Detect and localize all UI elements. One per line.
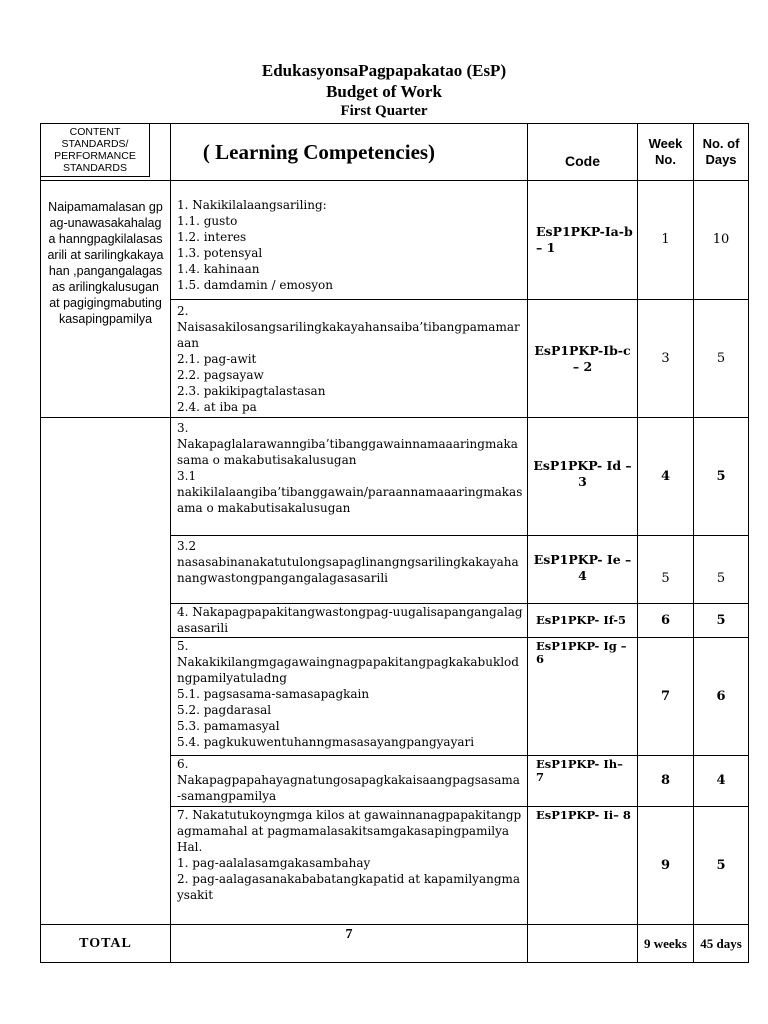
days-cell: 10: [694, 181, 749, 300]
week-cell: 8: [638, 756, 694, 807]
document-subtitle: Budget of Work: [326, 82, 442, 101]
week-cell: 3: [638, 300, 694, 418]
header-standards: [41, 124, 171, 181]
competency-line: 7. Nakatutukoyngmga kilos at gawainnanagpapakitangpagmamahal at pagmamalasakitsamgakasapingpamilya: [177, 808, 522, 838]
competency-line: 3.1: [177, 469, 197, 483]
week-cell: 4: [638, 418, 694, 536]
code-cell: EsP1PKP- Ih– 7: [528, 756, 638, 807]
competency-line: 1.5. damdamin / emosyon: [177, 278, 333, 292]
competency-line: Hal.: [177, 840, 203, 854]
total-days: 45 days: [694, 925, 749, 963]
competency-line: 1.2. interes: [177, 230, 247, 244]
standards-cell: Naipamamalasan gpag-unawasakahalaga hanngpagkilalasas arili at sarilingkakayahan ,pangangalagasas arilingkalusugan at pagigingmabuting kasapingpamilya: [41, 181, 171, 418]
competency-line: 2.2. pagsayaw: [177, 367, 264, 382]
document-title: EdukasyonsaPagpapakatao (EsP): [261, 61, 507, 80]
budget-of-work-table: [40, 123, 749, 963]
competency-line: Nakakikilangmgagawaingnagpapakitangpagkakabuklodngpamilyatuladng: [177, 655, 519, 685]
days-cell: 5: [694, 807, 749, 925]
total-label: TOTAL: [41, 925, 171, 963]
competency-line: 5.4. pagkukuwentuhanngmasasayangpangyayari: [177, 735, 475, 749]
competency-line: 2.4. at iba pa: [177, 399, 257, 414]
table-row: [41, 418, 749, 536]
code-cell: EsP1PKP-Ib-c – 2: [528, 300, 638, 418]
total-code-empty: [528, 925, 638, 963]
header-competencies: ( Learning Competencies): [171, 124, 528, 181]
competency-line: 3.: [177, 421, 189, 435]
code-cell: EsP1PKP- Ig – 6: [528, 638, 638, 756]
days-cell: 4: [694, 756, 749, 807]
competency-line: 2.3. pakikipagtalastasan: [177, 383, 326, 398]
header-days: No. of Days: [694, 124, 749, 181]
competency-line: 2. pag-aalagasanakababatangkapatid at kapamilyangmaysakit: [177, 872, 521, 902]
competency-cell: [171, 604, 528, 638]
standards-cell-continued: [41, 418, 171, 925]
week-cell: 7: [638, 638, 694, 756]
competency-line: 2.1. pag-awit: [177, 351, 257, 366]
document-title-block: [0, 60, 768, 120]
competency-line: 1.3. potensyal: [177, 246, 263, 260]
total-row: [41, 925, 749, 963]
competency-line: 3.2: [177, 539, 197, 553]
competency-line: 4. Nakapagpapakitangwastongpag-uugalisapangangalagasasarili: [177, 605, 523, 635]
competency-cell: [171, 807, 528, 925]
competency-line: 5.1. pagsasama-samasapagkain: [177, 687, 370, 701]
competency-line: Nakapaglalarawanngiba’tibanggawainnamaaaringmakasama o makabutisakalusugan: [177, 437, 518, 467]
days-cell: 5: [694, 536, 749, 604]
competency-line: nasasabinanakatutulongsapaglinangngsarilingkakayahanangwastongpangangalagasasarili: [177, 555, 519, 585]
competency-line: 1. pag-aalalasamgakasambahay: [177, 856, 371, 870]
days-cell: 5: [694, 604, 749, 638]
code-cell: EsP1PKP- Ie – 4: [528, 536, 638, 604]
competency-line: 1.4. kahinaan: [177, 262, 260, 276]
total-weeks: 9 weeks: [638, 925, 694, 963]
competency-line: 5.: [177, 639, 189, 653]
competency-cell: [171, 638, 528, 756]
competency-cell: [171, 756, 528, 807]
competency-line: 1.1. gusto: [177, 214, 238, 228]
week-cell: 5: [638, 536, 694, 604]
week-cell: 6: [638, 604, 694, 638]
competency-line: 5.2. pagdarasal: [177, 703, 272, 717]
competency-line: 5.3. pamamasyal: [177, 719, 280, 733]
header-code: Code: [528, 124, 638, 181]
code-cell: EsP1PKP- Id – 3: [528, 418, 638, 536]
header-standards-label: CONTENT STANDARDS/ PERFORMANCE STANDARDS: [41, 124, 150, 177]
days-cell: 5: [694, 418, 749, 536]
header-week: Week No.: [638, 124, 694, 181]
week-cell: 1: [638, 181, 694, 300]
competency-line: Naisasakilosangsarilingkakayahansaiba’tibangpamamaraan: [177, 319, 520, 350]
competency-cell: [171, 418, 528, 536]
competency-line: 1. Nakikilalaangsariling:: [177, 198, 327, 212]
table-header-row: [41, 124, 749, 181]
total-competencies: 7: [171, 925, 528, 963]
competency-line: 6.: [177, 757, 189, 771]
week-cell: 9: [638, 807, 694, 925]
competency-cell: [171, 536, 528, 604]
competency-cell: [171, 300, 528, 418]
competency-cell: [171, 181, 528, 300]
competency-line: nakikilalaangiba’tibanggawain/paraannamaaaringmakasama o makabutisakalusugan: [177, 485, 523, 515]
days-cell: 5: [694, 300, 749, 418]
competency-line: Nakapagpapahayagnatungosapagkakaisaangpagsasama-samangpamilya: [177, 773, 520, 803]
code-cell: EsP1PKP- If-5: [528, 604, 638, 638]
code-cell: EsP1PKP- Ii– 8: [528, 807, 638, 925]
code-cell: EsP1PKP-Ia-b – 1: [528, 181, 638, 300]
table-row: [41, 181, 749, 300]
days-cell: 6: [694, 638, 749, 756]
quarter-label: First Quarter: [340, 103, 428, 119]
competency-line: 2.: [177, 303, 189, 318]
